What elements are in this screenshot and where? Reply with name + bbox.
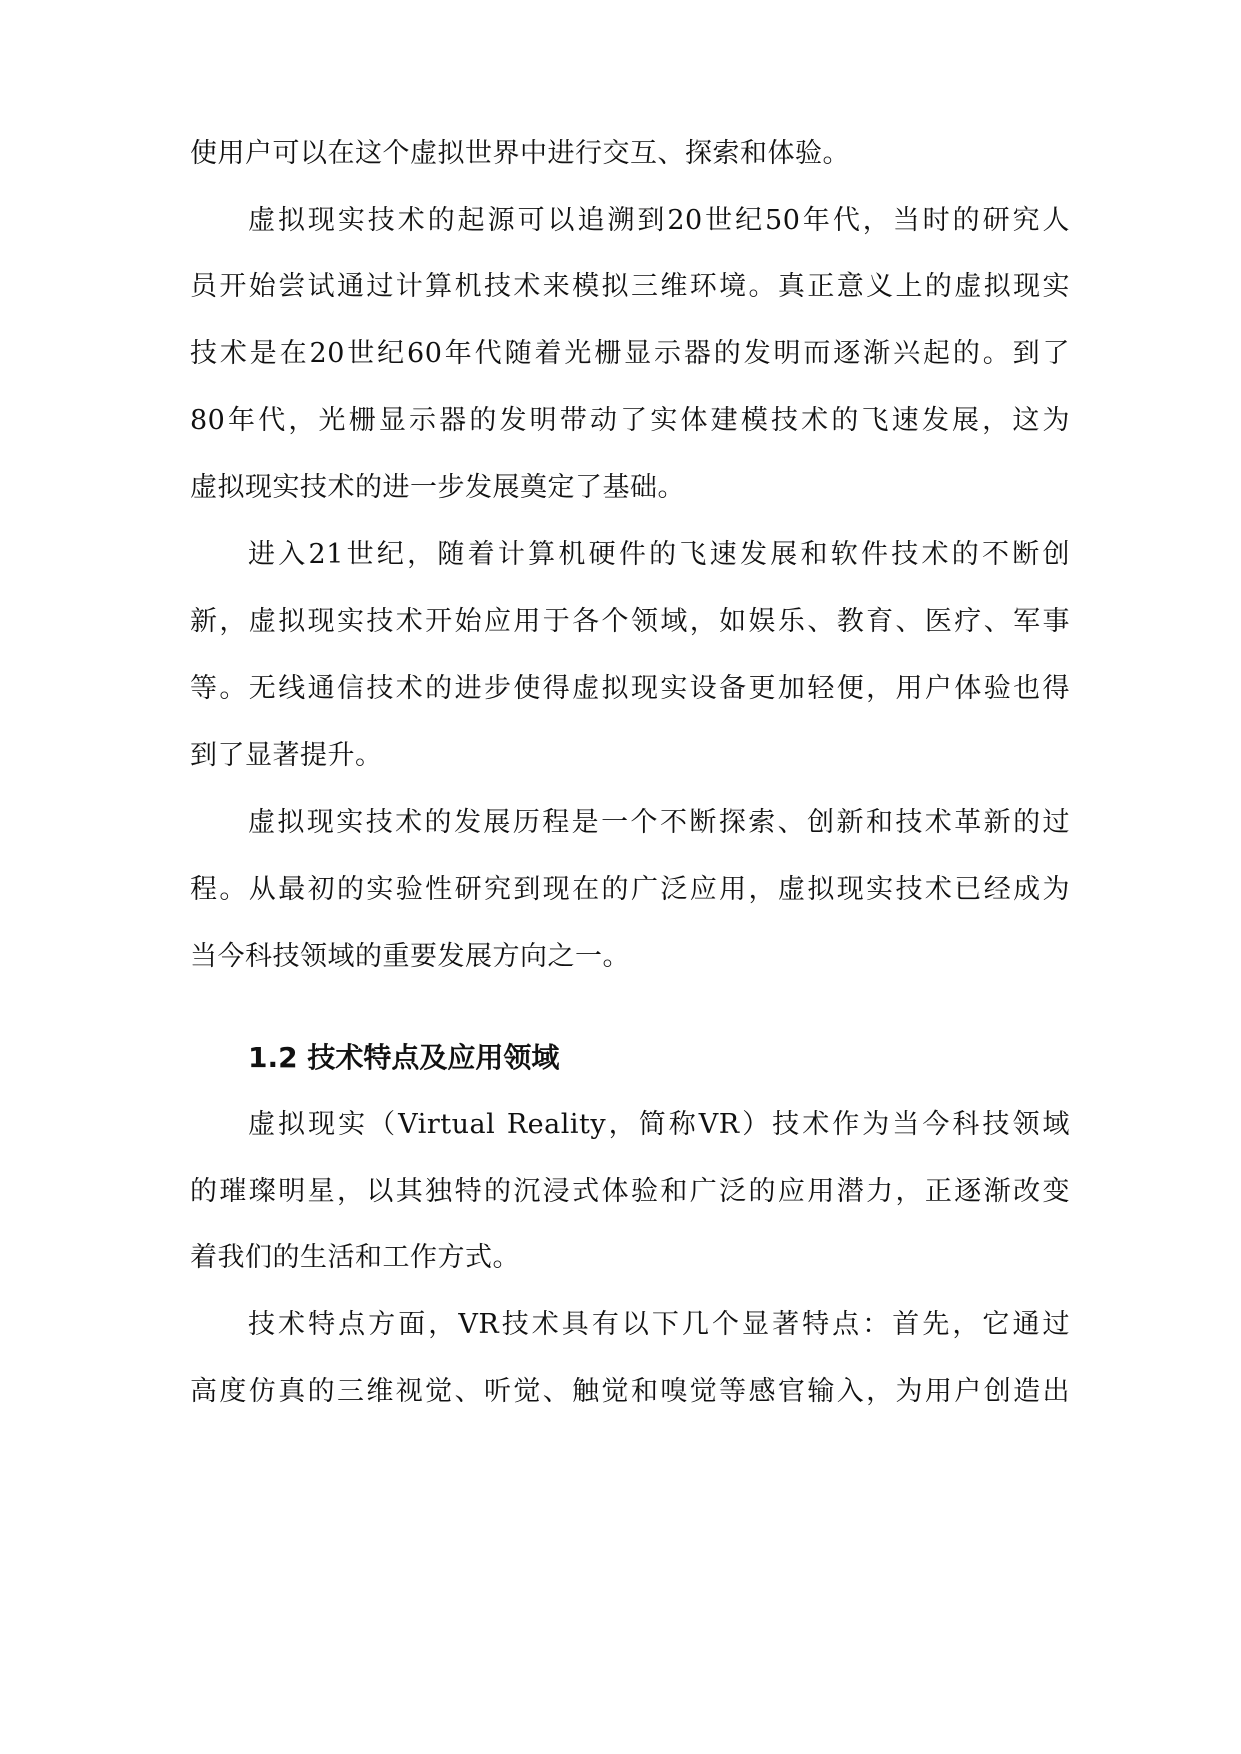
text-line: 着我们的生活和工作方式。 [190, 1242, 520, 1273]
section-heading: 1.2 技术特点及应用领域 [248, 1041, 560, 1074]
text-line: 的璀璨明星，以其独特的沉浸式体验和广泛的应用潜力，正逐渐改变 [190, 1176, 1070, 1207]
text-line: 当今科技领域的重要发展方向之一。 [190, 941, 630, 972]
text-line: 进入21世纪，随着计算机硬件的飞速发展和软件技术的不断创 [248, 539, 1070, 570]
text-line: 虚拟现实技术的起源可以追溯到20世纪50年代，当时的研究人 [248, 205, 1070, 236]
text-line: 等。无线通信技术的进步使得虚拟现实设备更加轻便，用户体验也得 [190, 673, 1070, 704]
text-line: 程。从最初的实验性研究到现在的广泛应用，虚拟现实技术已经成为 [190, 874, 1070, 905]
text-line: 到了显著提升。 [190, 740, 383, 771]
text-line: 虚拟现实（Virtual Reality，简称VR）技术作为当今科技领域 [248, 1109, 1070, 1140]
text-line: 员开始尝试通过计算机技术来模拟三维环境。真正意义上的虚拟现实 [190, 271, 1070, 302]
text-line: 虚拟现实技术的发展历程是一个不断探索、创新和技术革新的过 [248, 807, 1070, 838]
text-line: 高度仿真的三维视觉、听觉、触觉和嗅觉等感官输入，为用户创造出 [190, 1376, 1070, 1407]
text-line: 新，虚拟现实技术开始应用于各个领域，如娱乐、教育、医疗、军事 [190, 606, 1070, 637]
text-line: 虚拟现实技术的进一步发展奠定了基础。 [190, 472, 685, 503]
text-line: 技术特点方面，VR技术具有以下几个显著特点：首先，它通过 [248, 1309, 1070, 1340]
text-line: 80年代，光栅显示器的发明带动了实体建模技术的飞速发展，这为 [190, 405, 1070, 436]
text-line: 技术是在20世纪60年代随着光栅显示器的发明而逐渐兴起的。到了 [190, 338, 1070, 369]
text-line: 使用户可以在这个虚拟世界中进行交互、探索和体验。 [190, 138, 850, 169]
